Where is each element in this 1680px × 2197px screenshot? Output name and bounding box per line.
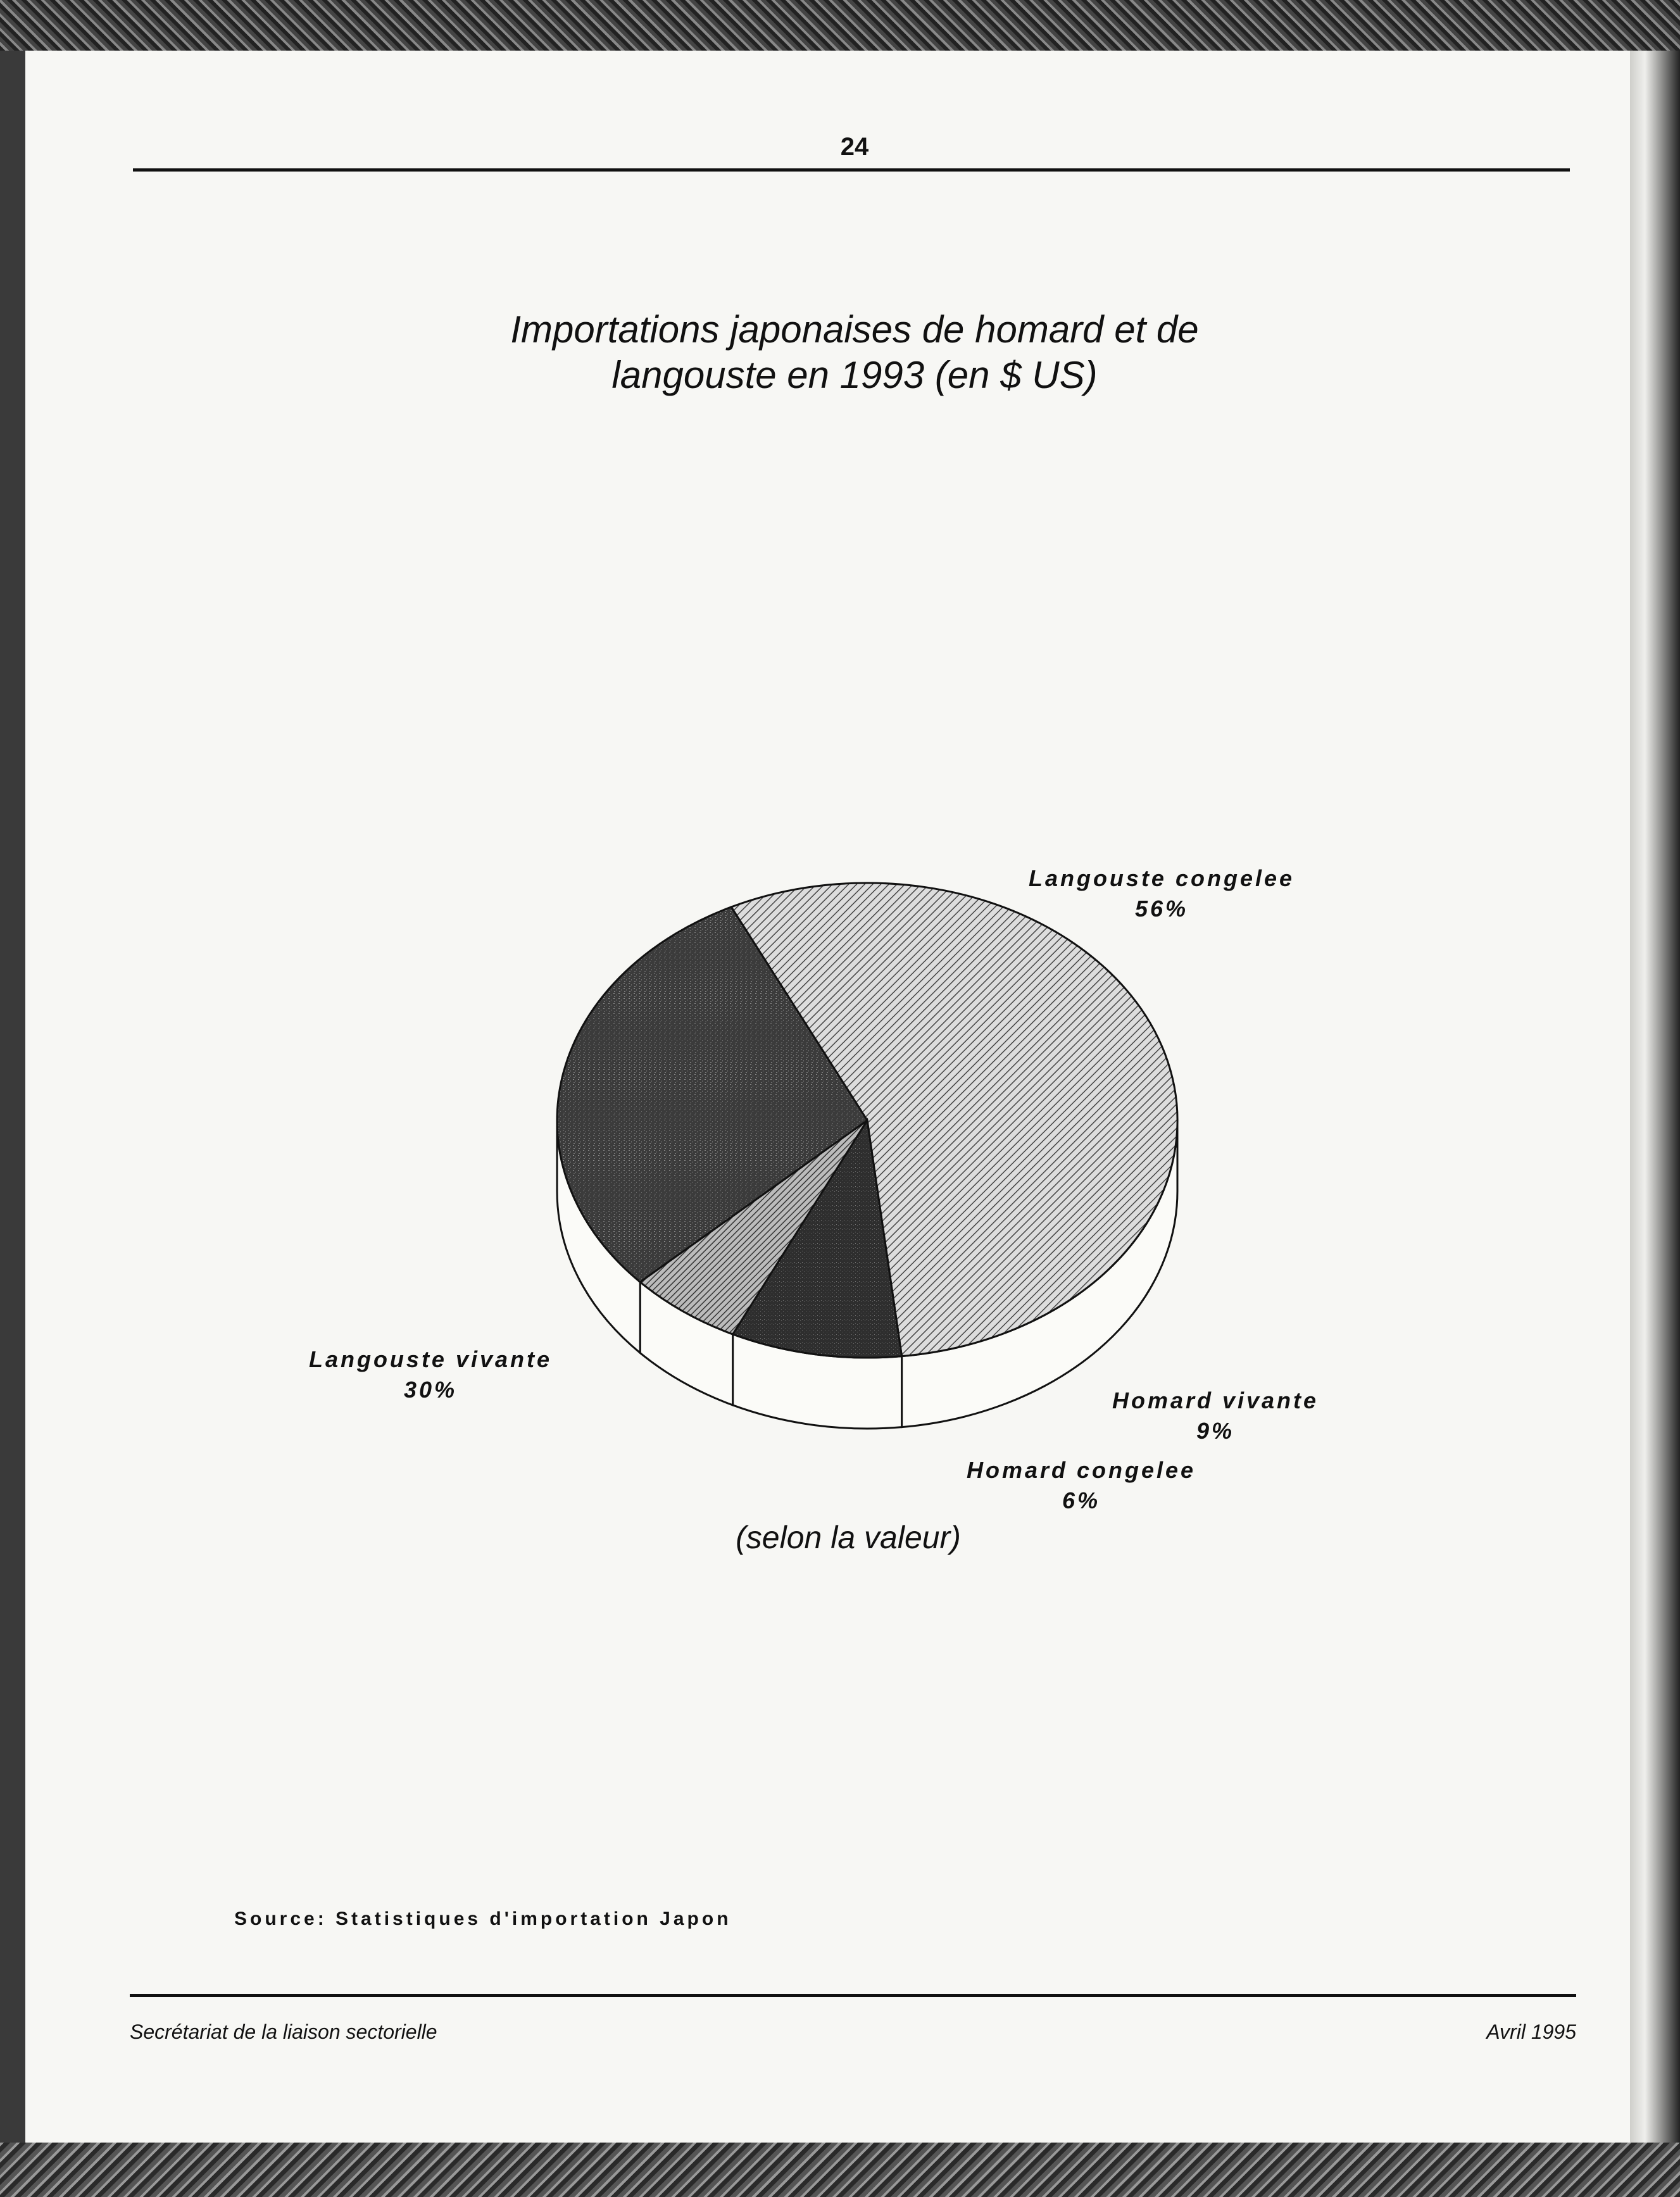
footer-right: Avril 1995: [1486, 2020, 1576, 2043]
slice-percent-homard-vivante: 9%: [1196, 1418, 1235, 1444]
chart-title-line-1: Importations japonaises de homard et de: [510, 308, 1199, 351]
footer-rule: [130, 1994, 1576, 1997]
chart-title-line-2: langouste en 1993 (en $ US): [611, 354, 1098, 396]
chart-subtitle: (selon la valeur): [736, 1520, 961, 1555]
pie-tops: [557, 883, 1177, 1358]
source-note: Source: Statistiques d'importation Japon: [234, 1908, 732, 1929]
footer-left: Secrétariat de la liaison sectorielle: [130, 2020, 437, 2043]
page-number: 24: [840, 133, 869, 161]
slice-percent-homard-congelee: 6%: [1062, 1487, 1101, 1513]
slice-name-langouste-congelee: Langouste congelee: [1028, 865, 1295, 891]
slice-name-langouste-vivante: Langouste vivante: [308, 1346, 553, 1372]
slice-percent-langouste-congelee: 56%: [1134, 896, 1189, 922]
slice-name-homard-vivante: Homard vivante: [1112, 1387, 1319, 1413]
slice-percent-langouste-vivante: 30%: [403, 1377, 458, 1403]
slice-name-homard-congelee: Homard congelee: [966, 1457, 1196, 1483]
